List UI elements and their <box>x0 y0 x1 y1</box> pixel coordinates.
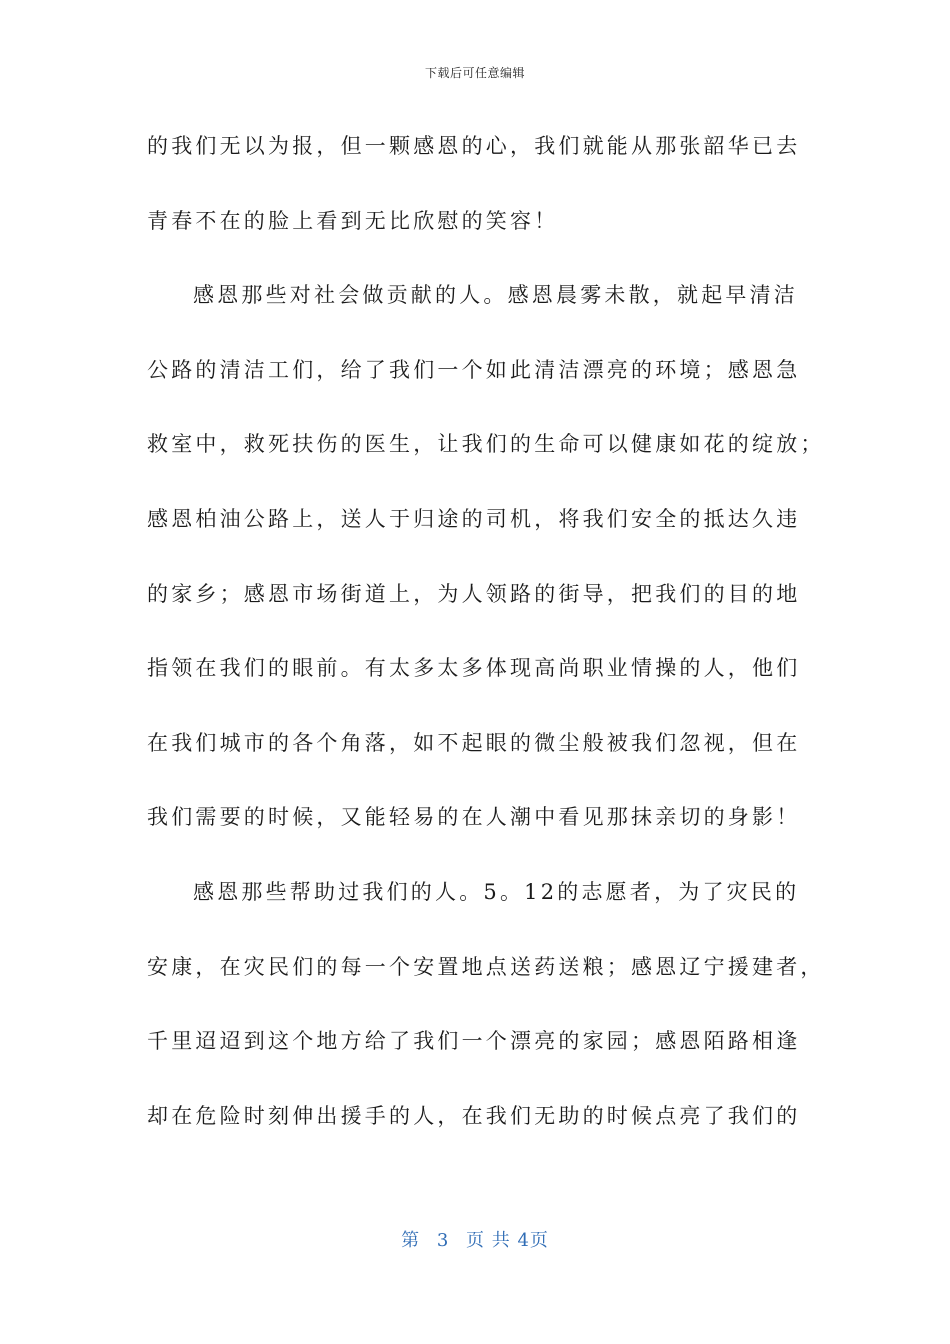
text-line: 我们需要的时候，又能轻易的在人潮中看见那抹亲切的身影！ <box>147 805 801 830</box>
footer-prefix: 第 <box>401 1230 421 1251</box>
footer-total-pages: 4页 <box>517 1230 549 1251</box>
text-line-paragraph-start: 感恩那些对社会做贡献的人。感恩晨雾未散，就起早清洁 <box>193 283 798 308</box>
text-line: 安康，在灾民们的每一个安置地点送药送粮；感恩辽宁援建者， <box>147 954 825 979</box>
text-line: 千里迢迢到这个地方给了我们一个漂亮的家园；感恩陌路相逢 <box>147 1029 801 1054</box>
text-line: 的家乡；感恩市场街道上，为人领路的街导，把我们的目的地 <box>147 581 801 606</box>
text-line: 公路的清洁工们，给了我们一个如此清洁漂亮的环境；感恩急 <box>147 357 801 382</box>
page-header: 下载后可任意编辑 <box>424 66 525 80</box>
text-line: 救室中，救死扶伤的医生，让我们的生命可以健康如花的绽放； <box>147 432 825 457</box>
text-line: 指领在我们的眼前。有太多太多体现高尚职业情操的人，他们 <box>147 656 801 681</box>
body-text <box>147 118 825 1162</box>
page-footer <box>0 1226 950 1252</box>
text-line: 的我们无以为报，但一颗感恩的心，我们就能从那张韶华已去 <box>147 134 801 158</box>
footer-middle: 页 共 <box>466 1230 511 1251</box>
text-line: 在我们城市的各个角落，如不起眼的微尘般被我们忽视，但在 <box>147 730 801 755</box>
text-line: 青春不在的脸上看到无比欣慰的笑容！ <box>147 208 559 233</box>
footer-current-page: 3 <box>436 1230 450 1251</box>
text-line-paragraph-start: 感恩那些帮助过我们的人。5。12的志愿者，为了灾民的 <box>193 879 800 904</box>
text-line: 却在危险时刻伸出援手的人，在我们无助的时候点亮了我们的 <box>147 1103 801 1128</box>
text-line: 感恩柏油公路上，送人于归途的司机，将我们安全的抵达久违 <box>147 506 801 531</box>
